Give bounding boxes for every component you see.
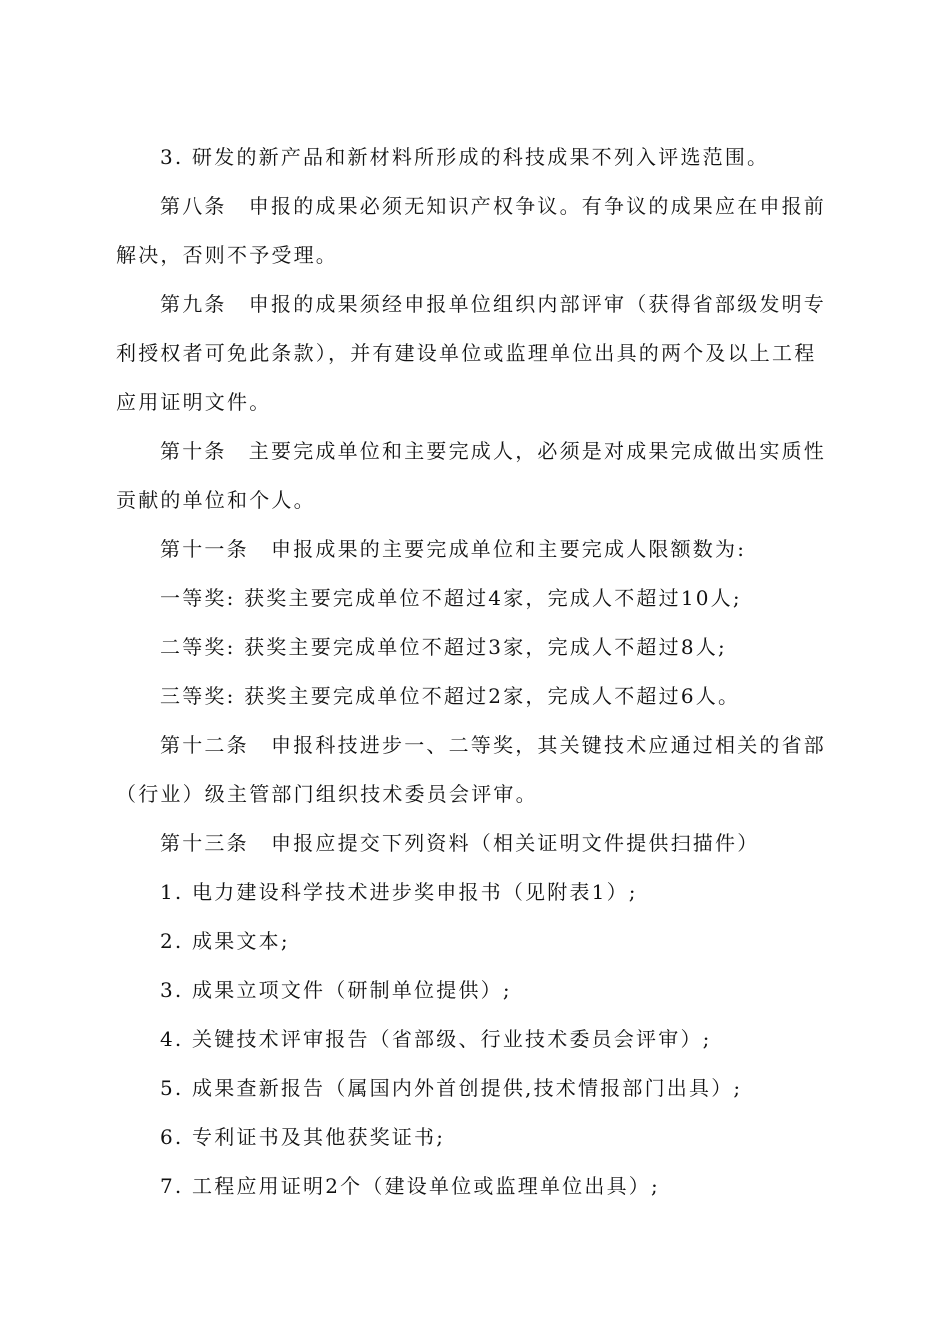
materials-item-5: 5. 成果查新报告（属国内外首创提供,技术情报部门出具）; [160,1076,743,1100]
materials-item-7: 7. 工程应用证明2个（建设单位或监理单位出具）; [160,1174,660,1198]
article-10-line-2: 贡献的单位和个人。 [116,488,316,512]
first-prize-limit: 一等奖: 获奖主要完成单位不超过4家，完成人不超过10人; [160,586,742,610]
article-8-line-2: 解决，否则不予受理。 [116,243,338,267]
article-10-line-1: 第十条 主要完成单位和主要完成人，必须是对成果完成做出实质性 [160,439,826,463]
article-9-line-1: 第九条 申报的成果须经申报单位组织内部评审（获得省部级发明专 [160,292,826,316]
second-prize-limit: 二等奖: 获奖主要完成单位不超过3家，完成人不超过8人; [160,635,727,659]
materials-item-6: 6. 专利证书及其他获奖证书; [160,1125,446,1149]
article-9-line-3: 应用证明文件。 [116,390,272,414]
third-prize-limit: 三等奖: 获奖主要完成单位不超过2家，完成人不超过6人。 [160,684,741,708]
item-3-new-products: 3. 研发的新产品和新材料所形成的科技成果不列入评选范围。 [160,145,770,169]
article-13-line-1: 第十三条 申报应提交下列资料（相关证明文件提供扫描件） [160,831,760,855]
materials-item-1: 1. 电力建设科学技术进步奖申报书（见附表1）; [160,880,638,904]
article-8-line-1: 第八条 申报的成果必须无知识产权争议。有争议的成果应在申报前 [160,194,826,218]
materials-item-4: 4. 关键技术评审报告（省部级、行业技术委员会评审）; [160,1027,712,1051]
article-9-line-2: 利授权者可免此条款），并有建设单位或监理单位出具的两个及以上工程 [116,341,817,365]
article-12-line-1: 第十二条 申报科技进步一、二等奖，其关键技术应通过相关的省部 [160,733,826,757]
article-11-line-1: 第十一条 申报成果的主要完成单位和主要完成人限额数为: [160,537,747,561]
materials-item-2: 2. 成果文本; [160,929,290,953]
materials-item-3: 3. 成果立项文件（研制单位提供）; [160,978,512,1002]
article-12-line-2: （行业）级主管部门组织技术委员会评审。 [116,782,538,806]
